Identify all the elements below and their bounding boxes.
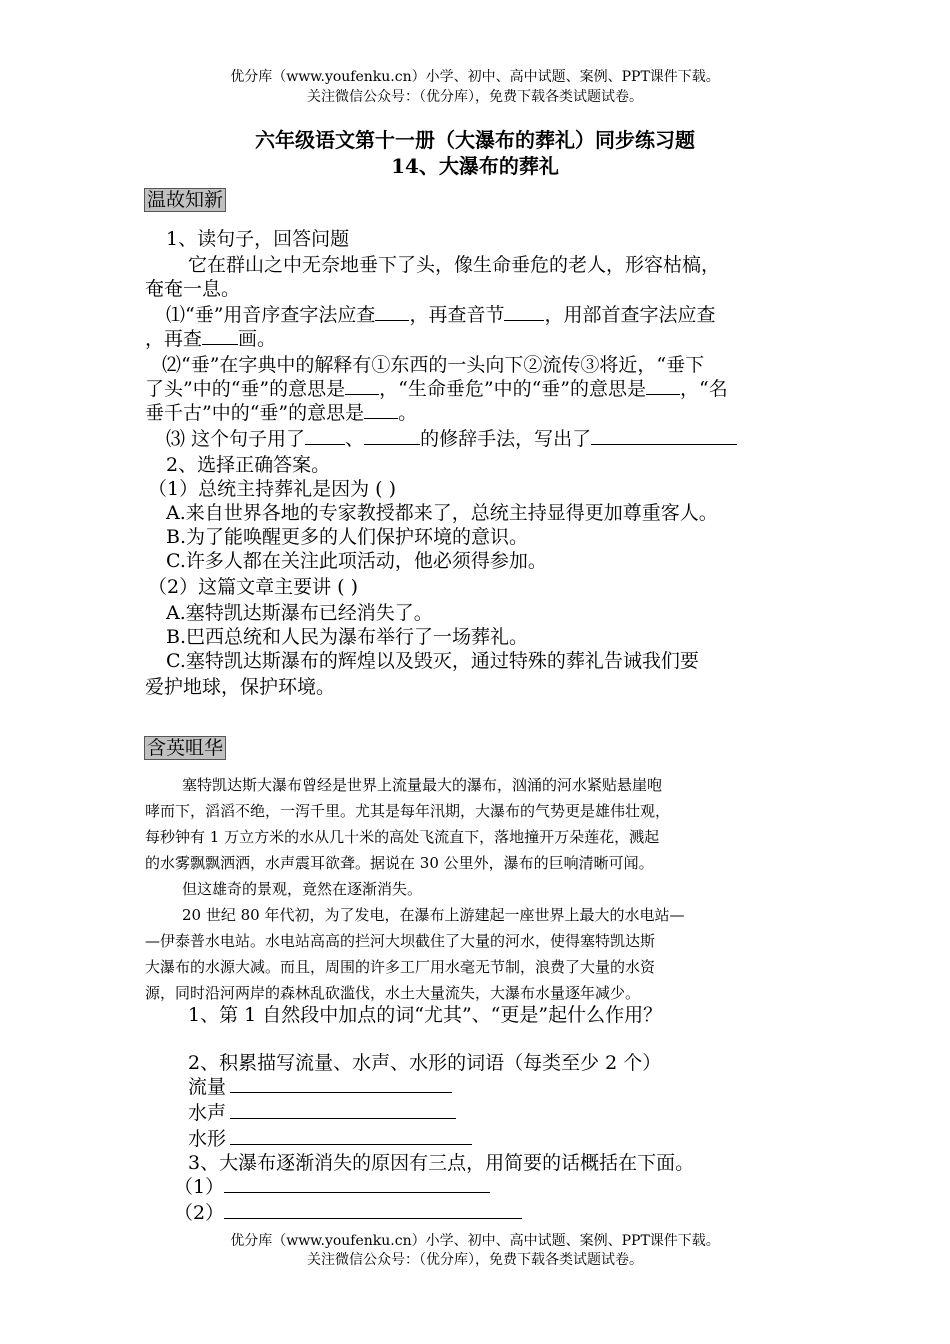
passage-p1-line-2: 哮而下，滔滔不绝，一泻千里。尤其是每年汛期，大瀑布的气势更是雄伟壮观，: [145, 802, 671, 820]
passage-p1-line-3: 每秒钟有 1 万立方米的水从几十米的高处飞流直下，落地撞开万朵莲花，溅起: [145, 828, 660, 846]
answer-blank[interactable]: [591, 426, 737, 445]
answer-blank[interactable]: [345, 376, 379, 395]
passage-p3-line-3: 大瀑布的水源大减。而且，周围的许多工厂用水毫无节制，浪费了大量的水资: [145, 958, 656, 976]
choice-2-option-a[interactable]: A.塞特凯达斯瀑布已经消失了。: [166, 602, 433, 624]
answer-blank[interactable]: [504, 302, 544, 321]
answer-blank[interactable]: [230, 1100, 456, 1119]
choice-1-option-b[interactable]: B.为了能唤醒更多的人们保护环境的意识。: [166, 526, 529, 548]
answer-blank[interactable]: [202, 326, 238, 345]
answer-blank[interactable]: [224, 1174, 490, 1193]
reading-question-2-heading: 2、积累描写流量、水声、水形的词语（每类至少 2 个）: [188, 1052, 662, 1074]
answer-blank[interactable]: [224, 1200, 522, 1219]
word-bank-sound: 水声: [188, 1098, 456, 1125]
passage-p3-line-1: 20 世纪 80 年代初，为了发电，在瀑布上游建起一座世界上最大的水电站—: [182, 906, 685, 924]
answer-blank[interactable]: [230, 1074, 452, 1093]
sub-question-1-line-2: ，再查 画。: [145, 328, 277, 350]
answer-blank[interactable]: [364, 426, 420, 445]
answer-blank[interactable]: [375, 302, 409, 321]
choice-2-option-b[interactable]: B.巴西总统和人民为瀑布举行了一场葬礼。: [166, 626, 529, 648]
footer-line-2: 关注微信公众号：（优分库），免费下载各类试题试卷。: [307, 1252, 643, 1268]
question-1-heading: 1、读句子，回答问题: [166, 228, 350, 250]
section-label-review: 温故知新: [144, 188, 226, 212]
word-bank-flow: 流量: [188, 1072, 452, 1099]
reading-question-1: 1、第 1 自然段中加点的词“尤其”、“更是”起什么作用？: [188, 1004, 663, 1026]
header-line-1: 优分库（www.youfenku.cn）小学、初中、高中试题、案例、PPT课件下载。: [230, 69, 720, 85]
header-line-2: 关注微信公众号：（优分库），免费下载各类试题试卷。: [307, 89, 643, 105]
sub-question-2-line-3: 垂千古”中的“垂”的意思是 。: [145, 402, 418, 424]
page-subtitle: 14、大瀑布的葬礼: [391, 154, 559, 178]
page-title: 六年级语文第十一册（大瀑布的葬礼）同步练习题: [255, 128, 695, 152]
reason-item-2: （2）: [174, 1198, 522, 1225]
passage-p3-line-2: —伊泰普水电站。水电站高高的拦河大坝截住了大量的河水，使得塞特凯达斯: [145, 932, 656, 950]
choice-question-2-stem: （2）这篇文章主要讲 ( ): [148, 576, 358, 598]
passage-p1-line-4: 的水雾飘飘洒洒，水声震耳欲聋。据说在 30 公里外，瀑布的巨响清晰可闻。: [145, 854, 654, 872]
footer-line-1: 优分库（www.youfenku.cn）小学、初中、高中试题、案例、PPT课件下载。: [230, 1233, 720, 1249]
answer-blank[interactable]: [364, 400, 398, 419]
choice-2-option-c-line-2: 爱护地球，保护环境。: [145, 676, 336, 698]
sub-question-3: ⑶ 这个句子用了 、 的修辞手法，写出了: [166, 424, 737, 451]
reading-question-3-heading: 3、大瀑布逐渐消失的原因有三点，用简要的话概括在下面。: [188, 1152, 695, 1174]
passage-p2: 但这雄奇的景观，竟然在逐渐消失。: [182, 880, 423, 898]
choice-question-1-stem: （1）总统主持葬礼是因为 ( ): [148, 478, 396, 500]
sub-question-2-line-1: ⑵“垂”在字典中的解释有①东西的一头向下②流传③将近，“垂下: [162, 354, 705, 376]
choice-1-option-a[interactable]: A.来自世界各地的专家教授都来了，总统主持显得更加尊重客人。: [166, 502, 718, 524]
quote-line-2: 奄奄一息。: [145, 278, 241, 300]
word-bank-shape: 水形: [188, 1124, 472, 1151]
answer-blank[interactable]: [646, 376, 680, 395]
passage-p3-line-4: 源，同时沿河两岸的森林乱砍滥伐，水土大量流失，大瀑布水量逐年减少。: [145, 984, 641, 1002]
quote-line-1: 它在群山之中无奈地垂下了头，像生命垂危的老人，形容枯槁，: [188, 254, 721, 276]
choice-2-option-c-line-1[interactable]: C.塞特凯达斯瀑布的辉煌以及毁灭，通过特殊的葬礼告诫我们要: [166, 650, 699, 672]
sub-question-1-line-1: ⑴“垂”用音序查字法应查 ，再查音节 ，用部首查字法应查: [166, 304, 716, 326]
choice-1-option-c[interactable]: C.许多人都在关注此项活动，他必须得参加。: [166, 550, 547, 572]
answer-blank[interactable]: [230, 1126, 472, 1145]
reason-item-1: （1）: [174, 1172, 490, 1199]
section-label-reading: 含英咀华: [144, 736, 226, 760]
answer-blank[interactable]: [305, 426, 345, 445]
passage-p1-line-1: 塞特凯达斯大瀑布曾经是世界上流量最大的瀑布，汹涌的河水紧贴悬崖咆: [182, 776, 663, 794]
sub-question-2-line-2: 了头”中的“垂”的意思是 ，“生命垂危”中的“垂”的意思是 ，“名: [145, 378, 728, 400]
question-2-heading: 2、选择正确答案。: [166, 454, 331, 476]
